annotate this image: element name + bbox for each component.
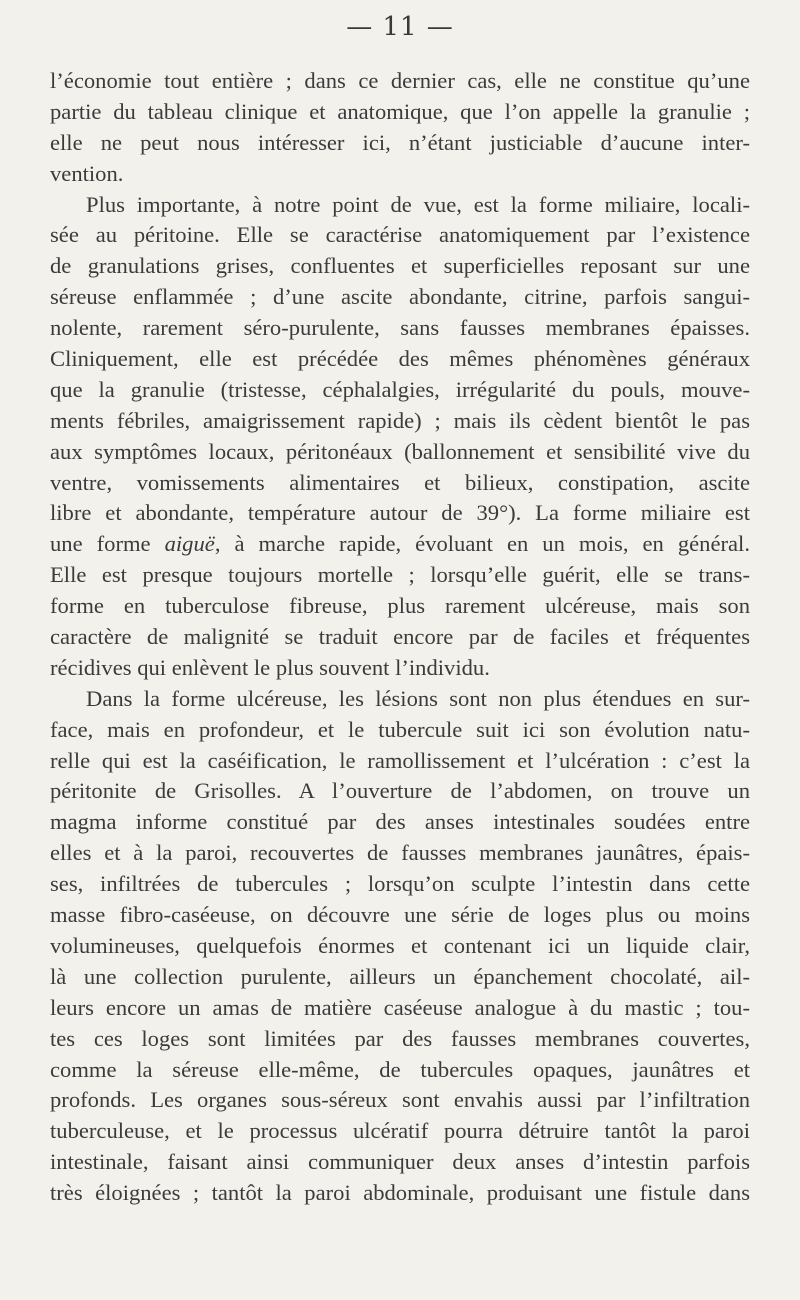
text-line: péritonite de Grisolles. A l’ouverture de l’abdomen, on trouve un (50, 778, 750, 804)
text-line: aux symptômes locaux, péritonéaux (ballonnement et sensibilité vive du (50, 438, 750, 464)
text-line: masse fibro-caséeuse, on découvre une série de loges plus ou moins (50, 902, 750, 928)
text-line: là une collection purulente, ailleurs un épanchement chocolaté, ail- (50, 963, 750, 989)
text-line: volumineuses, quelquefois énormes et contenant ici un liquide clair, (50, 932, 750, 958)
text-line: que la granulie (tristesse, céphalalgies, irrégularité du pouls, mouve- (50, 376, 750, 402)
text-line: face, mais en profondeur, et le tubercule suit ici son évolution natu- (50, 716, 750, 742)
text-line: Dans la forme ulcéreuse, les lésions sont non plus étendues en sur- (86, 685, 750, 711)
text-line: ments fébriles, amaigrissement rapide) ; mais ils cèdent bientôt le pas (50, 407, 750, 433)
text-line: ses, infiltrées de tubercules ; lorsqu’on sculpte l’intestin dans cette (50, 871, 750, 897)
text-line: Cliniquement, elle est précédée des mêmes phénomènes généraux (50, 346, 750, 372)
text-line: sée au péritoine. Elle se caractérise anatomiquement par l’existence (50, 222, 750, 248)
body-text (50, 66, 750, 1209)
text-line: l’économie tout entière ; dans ce dernier cas, elle ne constitue qu’une (50, 68, 750, 93)
text-line: partie du tableau clinique et anatomique, que l’on appelle la granulie ; (50, 98, 750, 124)
text-line: une forme aiguë, à marche rapide, évoluant en un mois, en général. (50, 531, 750, 557)
text-line: séreuse enflammée ; d’une ascite abondante, citrine, parfois sangui- (50, 284, 750, 310)
text-line: caractère de malignité se traduit encore par de faciles et fréquentes (50, 624, 750, 650)
text-line: de granulations grises, confluentes et superficielles reposant sur une (50, 253, 750, 279)
text-line: comme la séreuse elle-même, de tubercules opaques, jaunâtres et (50, 1056, 750, 1082)
text-line: Elle est presque toujours mortelle ; lorsqu’elle guérit, elle se trans- (50, 562, 750, 588)
text-line: elle ne peut nous intéresser ici, n’étant justiciable d’aucune inter- (50, 129, 750, 155)
text-line: récidives qui enlèvent le plus souvent l’individu. (50, 654, 490, 680)
text-line: profonds. Les organes sous-séreux sont envahis aussi par l’infiltration (50, 1087, 750, 1113)
text-line: leurs encore un amas de matière caséeuse analogue à du mastic ; tou- (50, 994, 750, 1020)
text-line: Plus importante, à notre point de vue, est la forme miliaire, locali- (86, 191, 750, 217)
text-line: intestinale, faisant ainsi communiquer deux anses d’intestin parfois (50, 1149, 750, 1175)
text-line: relle qui est la caséification, le ramollissement et l’ulcération : c’est la (50, 747, 750, 773)
text-line: tuberculeuse, et le processus ulcératif pourra détruire tantôt la paroi (50, 1118, 750, 1144)
text-line: magma informe constitué par des anses intestinales soudées entre (50, 809, 750, 835)
text-line: très éloignées ; tantôt la paroi abdominale, produisant une fistule dans (50, 1180, 750, 1206)
text-line: nolente, rarement séro-purulente, sans fausses membranes épaisses. (50, 315, 750, 341)
text-line: forme en tuberculose fibreuse, plus rarement ulcéreuse, mais son (50, 593, 750, 619)
text-line: ventre, vomissements alimentaires et bilieux, constipation, ascite (50, 469, 750, 495)
text-line: vention. (50, 160, 124, 186)
text-line: elles et à la paroi, recouvertes de fausses membranes jaunâtres, épais- (50, 840, 750, 866)
text-line: libre et abondante, température autour de 39°). La forme miliaire est (50, 500, 750, 526)
page-number: — 11 — (346, 12, 454, 42)
text-line: tes ces loges sont limitées par des fausses membranes couvertes, (50, 1025, 750, 1051)
